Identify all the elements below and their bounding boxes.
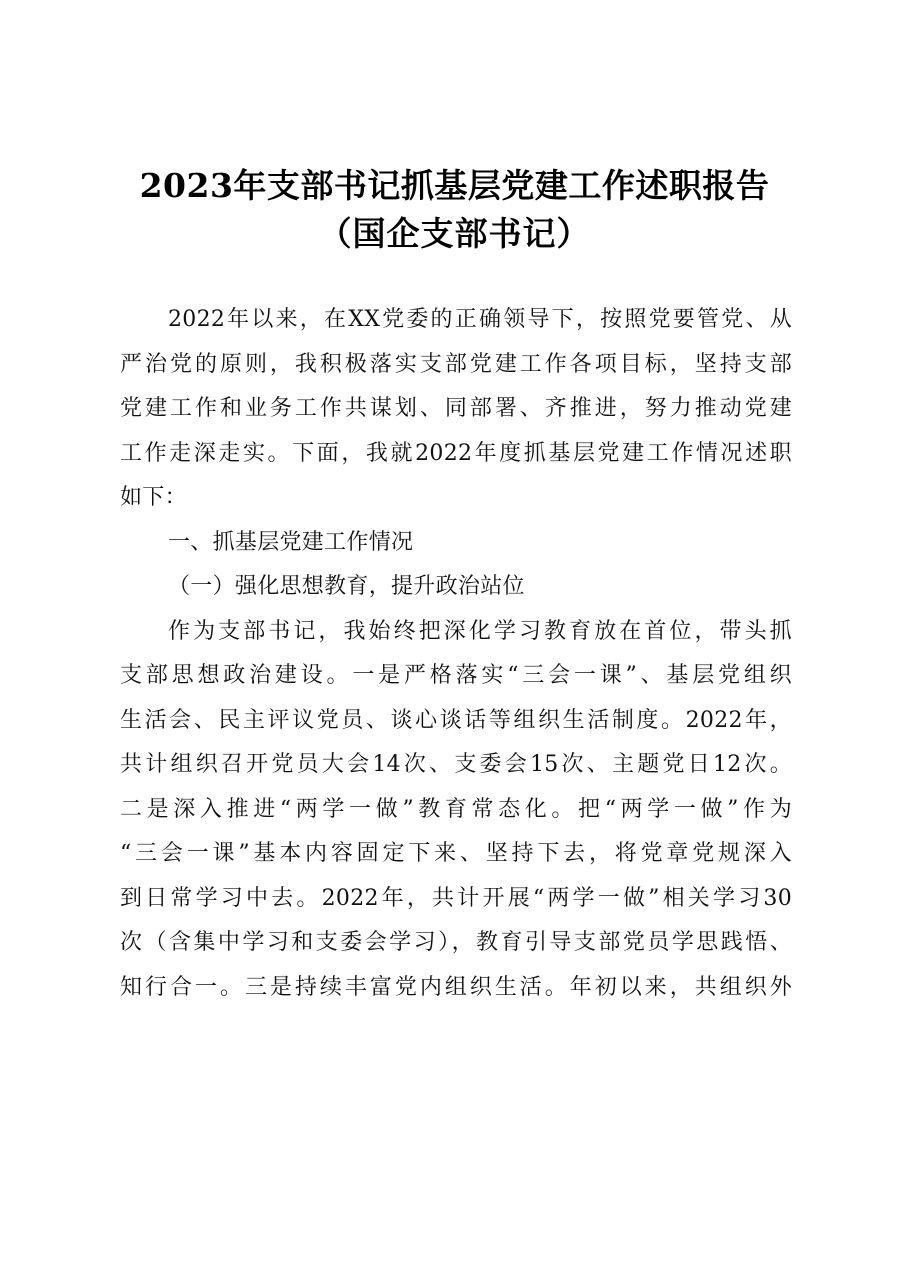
paragraph-line: 党建工作和业务工作共谋划、同部署、齐推进，努力推动党建 — [120, 396, 792, 421]
paragraph-line: 作为支部书记，我始终把深化学习教育放在首位，带头抓 — [168, 618, 792, 644]
paragraph-line: 如下： — [120, 485, 187, 510]
title-line-subtitle: （国企支部书记） — [318, 214, 591, 253]
paragraph-line: 知行合一。三是持续丰富党内组织生活。年初以来，共组织外 — [120, 974, 792, 1000]
paragraph-line: 支部思想政治建设。一是严格落实“三会一课”、基层党组织 — [120, 663, 792, 688]
paragraph-line: 次（含集中学习和支委会学习），教育引导支部党员学思践悟、 — [120, 930, 792, 955]
section-heading: 一、抓基层党建工作情况 — [168, 529, 414, 555]
paragraph-line: “三会一课”基本内容固定下来、坚持下去，将党章党规深入 — [120, 841, 792, 866]
paragraph-line: 生活会、民主评议党员、谈心谈话等组织生活制度。2022年， — [120, 707, 792, 733]
title-line-main: 2023年支部书记抓基层党建工作述职报告 — [139, 166, 770, 205]
paragraph-line: 工作走深走实。下面，我就2022年度抓基层党建工作情况述职 — [120, 440, 792, 466]
subsection-heading: （一）强化思想教育，提升政治站位 — [168, 574, 525, 599]
paragraph-line: 2022年以来，在XX党委的正确领导下，按照党要管党、从 — [168, 307, 792, 332]
document-body — [120, 298, 792, 1010]
paragraph-line: 到日常学习中去。2022年，共计开展“两学一做”相关学习30 — [120, 885, 792, 911]
paragraph-line: 共计组织召开党员大会14次、支委会15次、主题党日12次。 — [120, 752, 792, 777]
paragraph-line: 严治党的原则，我积极落实支部党建工作各项目标，坚持支部 — [120, 351, 792, 377]
paragraph-line: 二是深入推进“两学一做”教育常态化。把“两学一做”作为 — [120, 796, 792, 822]
document-title — [0, 162, 909, 258]
